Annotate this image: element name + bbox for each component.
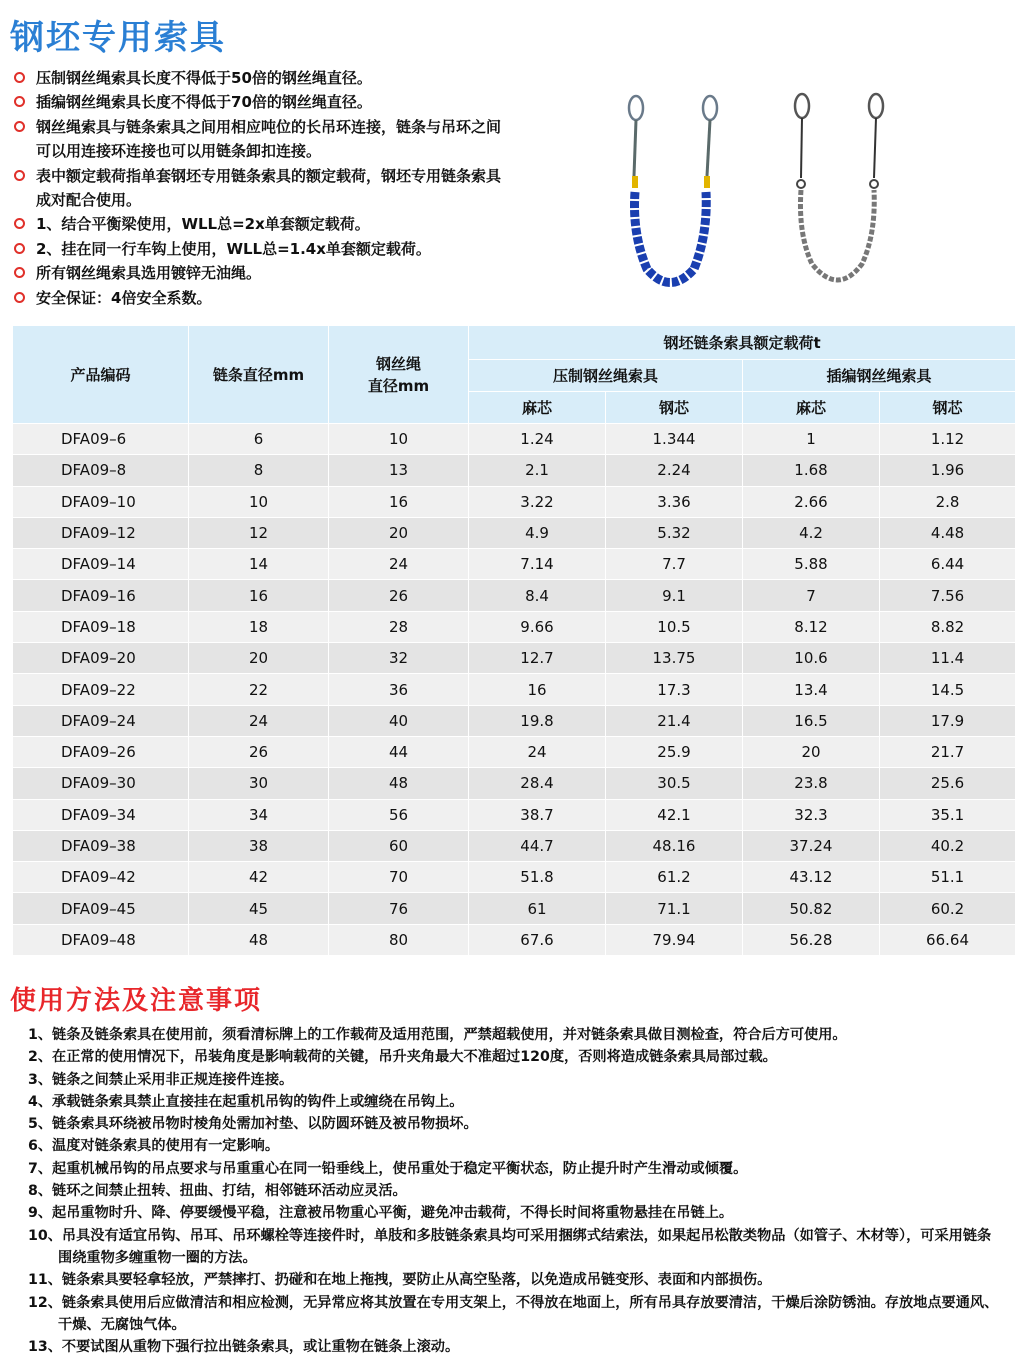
- value-cell: 70: [329, 862, 469, 893]
- value-cell: 61: [469, 893, 606, 924]
- feature-item: 表中额定载荷指单套钢坯专用链条索具的额定载荷，钢坯专用链条索具成对配合使用。: [12, 164, 512, 213]
- value-cell: 2.8: [880, 486, 1016, 517]
- value-cell: 7.56: [880, 580, 1016, 611]
- value-cell: 56.28: [743, 924, 880, 955]
- value-cell: 56: [329, 799, 469, 830]
- value-cell: 44.7: [469, 830, 606, 861]
- value-cell: 13.75: [606, 643, 743, 674]
- value-cell: 6.44: [880, 549, 1016, 580]
- product-code-cell: DFA09–18: [13, 611, 189, 642]
- usage-note: 10、吊具没有适宜吊钩、吊耳、吊环螺栓等连接件时，单肢和多肢链条索具均可采用捆绑式结索法，如果起吊松散类物品（如管子、木材等），可采用链条围绕重物多缠重物一圈的方法。: [28, 1227, 992, 1266]
- value-cell: 60: [329, 830, 469, 861]
- usage-notes-list: [28, 1024, 1003, 1358]
- bullet-ring-icon: [14, 292, 25, 303]
- value-cell: 40.2: [880, 830, 1016, 861]
- table-row: [13, 736, 1016, 767]
- feature-item: 2、挂在同一行车钩上使用，WLL总=1.4x单套额定载荷。: [12, 237, 512, 261]
- value-cell: 13: [329, 455, 469, 486]
- usage-note: 13、不要试图从重物下强行拉出链条索具，或让重物在链条上滚动。: [28, 1339, 460, 1356]
- bullet-ring-icon: [14, 218, 25, 229]
- value-cell: 22: [189, 674, 329, 705]
- value-cell: 9.66: [469, 611, 606, 642]
- value-cell: 1.68: [743, 455, 880, 486]
- value-cell: 1.12: [880, 424, 1016, 455]
- header-pressed-rope: 压制钢丝绳索具: [469, 360, 743, 392]
- value-cell: 7.14: [469, 549, 606, 580]
- table-row: [13, 799, 1016, 830]
- value-cell: 6: [189, 424, 329, 455]
- value-cell: 12: [189, 517, 329, 548]
- value-cell: 25.9: [606, 736, 743, 767]
- value-cell: 79.94: [606, 924, 743, 955]
- value-cell: 38: [189, 830, 329, 861]
- usage-note: 2、在正常的使用情况下，吊装角度是影响载荷的关键，吊升夹角最大不准超过120度，否则将造成链条索具局部过载。: [28, 1049, 777, 1066]
- value-cell: 51.8: [469, 862, 606, 893]
- product-code-cell: DFA09–30: [13, 768, 189, 799]
- value-cell: 42: [189, 862, 329, 893]
- value-cell: 25.6: [880, 768, 1016, 799]
- value-cell: 50.82: [743, 893, 880, 924]
- product-code-cell: DFA09–38: [13, 830, 189, 861]
- usage-note: 7、起重机械吊钩的吊点要求与吊重重心在同一铅垂线上，使吊重处于稳定平衡状态，防止提升时产生滑动或倾覆。: [28, 1160, 748, 1177]
- table-row: [13, 893, 1016, 924]
- usage-note: 8、链环之间禁止扭转、扭曲、打结，相邻链环活动应灵活。: [28, 1183, 407, 1200]
- value-cell: 48: [329, 768, 469, 799]
- feature-item: 插编钢丝绳索具长度不得低于70倍的钢丝绳直径。: [12, 90, 512, 114]
- usage-notes-title: 使用方法及注意事项: [10, 986, 263, 1016]
- header-steel-core: 钢芯: [880, 392, 1016, 424]
- usage-note: 1、链条及链条索具在使用前，须看清标牌上的工作载荷及适用范围，严禁超载使用，并对链条索具做目测检查，符合后方可使用。: [28, 1027, 847, 1043]
- feature-item: 钢丝绳索具与链条索具之间用相应吨位的长吊环连接，链条与吊环之间可以用连接环连接也可以用链条卸扣连接。: [12, 115, 512, 164]
- value-cell: 34: [189, 799, 329, 830]
- bullet-ring-icon: [14, 96, 25, 107]
- value-cell: 16: [329, 486, 469, 517]
- value-cell: 66.64: [880, 924, 1016, 955]
- feature-item: 压制钢丝绳索具长度不得低于50倍的钢丝绳直径。: [12, 66, 512, 90]
- header-spliced-rope: 插编钢丝绳索具: [743, 360, 1016, 392]
- bullet-ring-icon: [14, 170, 25, 181]
- value-cell: 19.8: [469, 705, 606, 736]
- value-cell: 43.12: [743, 862, 880, 893]
- value-cell: 48.16: [606, 830, 743, 861]
- value-cell: 80: [329, 924, 469, 955]
- value-cell: 44: [329, 736, 469, 767]
- header-fiber-core: 麻芯: [743, 392, 880, 424]
- value-cell: 16: [189, 580, 329, 611]
- value-cell: 9.1: [606, 580, 743, 611]
- feature-list: [12, 66, 512, 310]
- usage-note: 6、温度对链条索具的使用有一定影响。: [28, 1138, 280, 1155]
- value-cell: 17.9: [880, 705, 1016, 736]
- value-cell: 60.2: [880, 893, 1016, 924]
- value-cell: 4.2: [743, 517, 880, 548]
- value-cell: 10: [329, 424, 469, 455]
- product-code-cell: DFA09–45: [13, 893, 189, 924]
- value-cell: 23.8: [743, 768, 880, 799]
- value-cell: 14: [189, 549, 329, 580]
- value-cell: 61.2: [606, 862, 743, 893]
- header-rope-diameter: 钢丝绳 直径mm: [329, 326, 469, 424]
- value-cell: 26: [189, 736, 329, 767]
- value-cell: 10: [189, 486, 329, 517]
- value-cell: 4.48: [880, 517, 1016, 548]
- header-rated-load: 钢坯链条索具额定载荷t: [469, 326, 1016, 360]
- usage-note: 4、承载链条索具禁止直接挂在起重机吊钩的钩件上或缠绕在吊钩上。: [28, 1093, 464, 1110]
- table-row: [13, 705, 1016, 736]
- value-cell: 14.5: [880, 674, 1016, 705]
- product-code-cell: DFA09–20: [13, 643, 189, 674]
- header-fiber-core: 麻芯: [469, 392, 606, 424]
- rated-load-table: [12, 325, 1016, 956]
- value-cell: 21.4: [606, 705, 743, 736]
- usage-note: 5、链条索具环绕被吊物时棱角处需加衬垫、以防圆环链及被吊物损坏。: [28, 1116, 478, 1133]
- product-code-cell: DFA09–10: [13, 486, 189, 517]
- value-cell: 32.3: [743, 799, 880, 830]
- value-cell: 40: [329, 705, 469, 736]
- value-cell: 30: [189, 768, 329, 799]
- value-cell: 2.1: [469, 455, 606, 486]
- product-code-cell: DFA09–16: [13, 580, 189, 611]
- value-cell: 7.7: [606, 549, 743, 580]
- value-cell: 5.88: [743, 549, 880, 580]
- page-title: 钢坯专用索具: [10, 18, 226, 58]
- value-cell: 37.24: [743, 830, 880, 861]
- table-row: [13, 455, 1016, 486]
- blue-chain-sling-image: [629, 96, 717, 283]
- value-cell: 2.66: [743, 486, 880, 517]
- value-cell: 3.22: [469, 486, 606, 517]
- value-cell: 30.5: [606, 768, 743, 799]
- product-code-cell: DFA09–12: [13, 517, 189, 548]
- table-row: [13, 643, 1016, 674]
- value-cell: 20: [329, 517, 469, 548]
- value-cell: 28.4: [469, 768, 606, 799]
- value-cell: 1: [743, 424, 880, 455]
- value-cell: 4.9: [469, 517, 606, 548]
- table-row: [13, 674, 1016, 705]
- value-cell: 71.1: [606, 893, 743, 924]
- bullet-ring-icon: [14, 121, 25, 132]
- value-cell: 45: [189, 893, 329, 924]
- value-cell: 28: [329, 611, 469, 642]
- table-row: [13, 611, 1016, 642]
- product-code-cell: DFA09–34: [13, 799, 189, 830]
- sling-product-illustration: [612, 84, 914, 306]
- value-cell: 1.24: [469, 424, 606, 455]
- table-row: [13, 862, 1016, 893]
- value-cell: 24: [329, 549, 469, 580]
- value-cell: 13.4: [743, 674, 880, 705]
- value-cell: 67.6: [469, 924, 606, 955]
- silver-chain-sling-image: [795, 94, 883, 280]
- value-cell: 24: [469, 736, 606, 767]
- value-cell: 11.4: [880, 643, 1016, 674]
- value-cell: 24: [189, 705, 329, 736]
- product-code-cell: DFA09–8: [13, 455, 189, 486]
- usage-note: 3、链条之间禁止采用非正规连接件连接。: [28, 1071, 294, 1088]
- value-cell: 8.4: [469, 580, 606, 611]
- product-code-cell: DFA09–24: [13, 705, 189, 736]
- feature-item: 所有钢丝绳索具选用镀锌无油绳。: [12, 261, 512, 285]
- value-cell: 32: [329, 643, 469, 674]
- table-row: [13, 486, 1016, 517]
- value-cell: 48: [189, 924, 329, 955]
- usage-note: 9、起吊重物时升、降、停要缓慢平稳，注意被吊物重心平衡，避免冲击载荷，不得长时间将重物悬挂在吊链上。: [28, 1205, 734, 1222]
- value-cell: 36: [329, 674, 469, 705]
- product-code-cell: DFA09–22: [13, 674, 189, 705]
- product-code-cell: DFA09–26: [13, 736, 189, 767]
- value-cell: 76: [329, 893, 469, 924]
- bullet-ring-icon: [14, 243, 25, 254]
- table-row: [13, 580, 1016, 611]
- value-cell: 5.32: [606, 517, 743, 548]
- value-cell: 20: [189, 643, 329, 674]
- table-row: [13, 830, 1016, 861]
- value-cell: 3.36: [606, 486, 743, 517]
- product-code-cell: DFA09–14: [13, 549, 189, 580]
- value-cell: 17.3: [606, 674, 743, 705]
- header-steel-core: 钢芯: [606, 392, 743, 424]
- usage-note: 11、链条索具要轻拿轻放，严禁摔打、扔碰和在地上拖拽，要防止从高空坠落，以免造成吊链变形、表面和内部损伤。: [28, 1272, 772, 1289]
- feature-item: 1、结合平衡梁使用，WLL总=2x单套额定载荷。: [12, 212, 512, 236]
- table-row: [13, 924, 1016, 955]
- value-cell: 51.1: [880, 862, 1016, 893]
- product-code-cell: DFA09–48: [13, 924, 189, 955]
- value-cell: 20: [743, 736, 880, 767]
- value-cell: 18: [189, 611, 329, 642]
- value-cell: 10.6: [743, 643, 880, 674]
- table-row: [13, 424, 1016, 455]
- value-cell: 7: [743, 580, 880, 611]
- table-row: [13, 768, 1016, 799]
- value-cell: 16.5: [743, 705, 880, 736]
- usage-note: 12、链条索具使用后应做清洁和相应检测，无异常应将其放置在专用支架上，不得放在地面上，所有吊具存放要清洁，干燥后涂防锈油。存放地点要通风、干燥、无腐蚀气体。: [28, 1294, 999, 1333]
- feature-item: 安全保证：4倍安全系数。: [12, 286, 512, 310]
- header-chain-diameter: 链条直径mm: [189, 326, 329, 424]
- header-product-code: 产品编码: [13, 326, 189, 424]
- value-cell: 8: [189, 455, 329, 486]
- value-cell: 16: [469, 674, 606, 705]
- bullet-ring-icon: [14, 72, 25, 83]
- value-cell: 12.7: [469, 643, 606, 674]
- value-cell: 8.12: [743, 611, 880, 642]
- value-cell: 1.344: [606, 424, 743, 455]
- value-cell: 38.7: [469, 799, 606, 830]
- product-code-cell: DFA09–42: [13, 862, 189, 893]
- value-cell: 42.1: [606, 799, 743, 830]
- table-row: [13, 549, 1016, 580]
- value-cell: 35.1: [880, 799, 1016, 830]
- value-cell: 2.24: [606, 455, 743, 486]
- value-cell: 10.5: [606, 611, 743, 642]
- value-cell: 26: [329, 580, 469, 611]
- product-code-cell: DFA09–6: [13, 424, 189, 455]
- bullet-ring-icon: [14, 267, 25, 278]
- value-cell: 8.82: [880, 611, 1016, 642]
- value-cell: 1.96: [880, 455, 1016, 486]
- value-cell: 21.7: [880, 736, 1016, 767]
- table-row: [13, 517, 1016, 548]
